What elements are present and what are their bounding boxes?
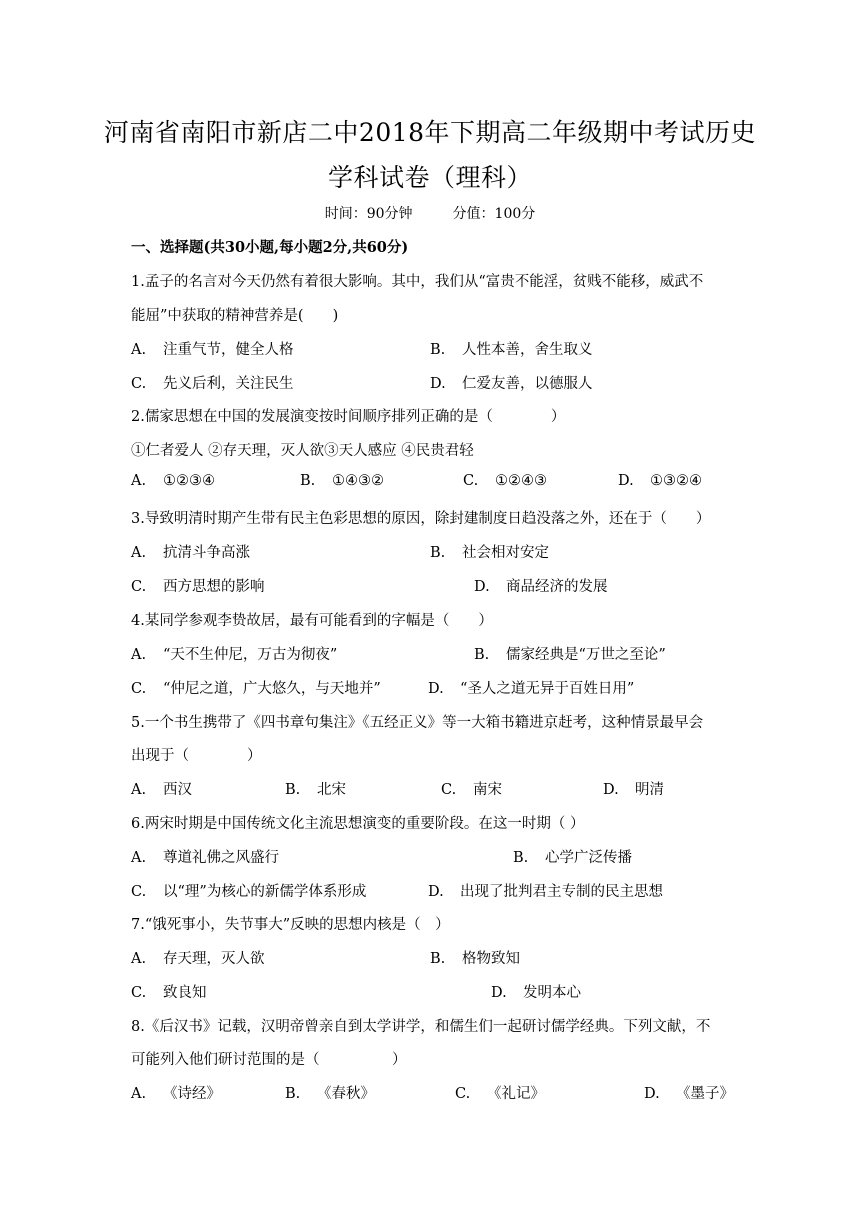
question-2-option-b[interactable]: B. ①④③②	[300, 473, 384, 489]
exam-meta	[0, 203, 860, 223]
question-6-option-d[interactable]: D. 出现了批判君主专制的民主思想	[428, 884, 663, 900]
question-6-option-b[interactable]: B. 心学广泛传播	[513, 850, 632, 866]
question-8-option-a[interactable]: A. 《诗经》	[131, 1086, 221, 1102]
question-1-option-c[interactable]: C. 先义后利，关注民生	[131, 376, 294, 392]
question-5-stem-line1: 5.一个书生携带了《四书章句集注》《五经正义》等一大箱书籍进京赶考，这种情景最早会	[131, 715, 704, 731]
question-4-option-c[interactable]: C. “仲尼之道，广大悠久，与天地并”	[131, 681, 381, 697]
question-3-option-d[interactable]: D. 商品经济的发展	[474, 579, 608, 595]
question-2-stem-line1: 2.儒家思想在中国的发展演变按时间顺序排列正确的是（ ）	[131, 409, 566, 425]
question-2-stem-line2: ①仁者爱人 ②存天理，灭人欲③天人感应 ④民贵君轻	[131, 443, 474, 459]
question-1-option-d[interactable]: D. 仁爱友善，以德服人	[430, 376, 593, 392]
question-3-option-b[interactable]: B. 社会相对安定	[430, 545, 549, 561]
question-2-option-c[interactable]: C. ①②④③	[463, 473, 547, 489]
exam-title-line2: 学科试卷（理科）	[327, 163, 532, 192]
question-1-option-b[interactable]: B. 人性本善，舍生取义	[430, 342, 593, 358]
exam-time: 时间：90分钟	[324, 206, 413, 222]
question-4-option-a[interactable]: A. “天不生仲尼，万古为彻夜”	[131, 647, 338, 663]
question-8-option-b[interactable]: B. 《春秋》	[285, 1086, 375, 1102]
question-7-option-a[interactable]: A. 存天理，灭人欲	[131, 951, 265, 967]
question-1-stem-line1: 1.孟子的名言对今天仍然有着很大影响。其中，我们从“富贵不能淫，贫贱不能移，威武不	[131, 274, 704, 290]
question-8-option-c[interactable]: C. 《礼记》	[455, 1086, 545, 1102]
question-5-option-c[interactable]: C. 南宋	[441, 782, 502, 798]
question-6-option-a[interactable]: A. 尊道礼佛之风盛行	[131, 850, 279, 866]
question-3-stem-line1: 3.导致明清时期产生带有民主色彩思想的原因，除封建制度日趋没落之外，还在于（ ）	[131, 511, 711, 527]
question-5-option-d[interactable]: D. 明清	[603, 782, 664, 798]
question-3-option-a[interactable]: A. 抗清斗争高涨	[131, 545, 250, 561]
question-7-option-b[interactable]: B. 格物致知	[430, 951, 520, 967]
question-1-stem-line2: 能屈”中获取的精神营养是( )	[131, 308, 339, 324]
question-6-option-c[interactable]: C. 以“理”为核心的新儒学体系形成	[131, 884, 367, 900]
question-6-stem-line1: 6.两宋时期是中国传统文化主流思想演变的重要阶段。在这一时期（ ）	[131, 816, 585, 832]
question-8-stem-line2: 可能列入他们研讨范围的是（ ）	[131, 1052, 407, 1068]
question-1-option-a[interactable]: A. 注重气节，健全人格	[131, 342, 294, 358]
question-2-option-d[interactable]: D. ①③②④	[618, 473, 702, 489]
question-5-option-a[interactable]: A. 西汉	[131, 782, 192, 798]
exam-title-line1: 河南省南阳市新店二中2018年下期高二年级期中考试历史	[103, 118, 757, 147]
question-7-option-c[interactable]: C. 致良知	[131, 985, 207, 1001]
question-4-stem-line1: 4.某同学参观李贽故居，最有可能看到的字幅是（ ）	[131, 613, 493, 629]
question-3-option-c[interactable]: C. 西方思想的影响	[131, 579, 265, 595]
question-5-option-b[interactable]: B. 北宋	[285, 782, 346, 798]
exam-score: 分值：100分	[452, 206, 536, 222]
question-8-option-d[interactable]: D. 《墨子》	[644, 1086, 734, 1102]
question-5-stem-line2: 出现于（ ）	[131, 748, 262, 764]
section-heading: 一、选择题(共30小题,每小题2分,共60分)	[131, 239, 409, 256]
question-7-stem-line1: 7.“饿死事小，失节事大”反映的思想内核是（ ）	[131, 917, 450, 933]
question-8-stem-line1: 8.《后汉书》记载，汉明帝曾亲自到太学讲学，和儒生们一起研讨儒学经典。下列文献，不	[131, 1019, 711, 1035]
question-7-option-d[interactable]: D. 发明本心	[491, 985, 581, 1001]
question-2-option-a[interactable]: A. ①②③④	[131, 473, 215, 489]
question-4-option-b[interactable]: B. 儒家经典是“万世之至论”	[474, 647, 666, 663]
question-4-option-d[interactable]: D. “圣人之道无异于百姓日用”	[428, 681, 635, 697]
